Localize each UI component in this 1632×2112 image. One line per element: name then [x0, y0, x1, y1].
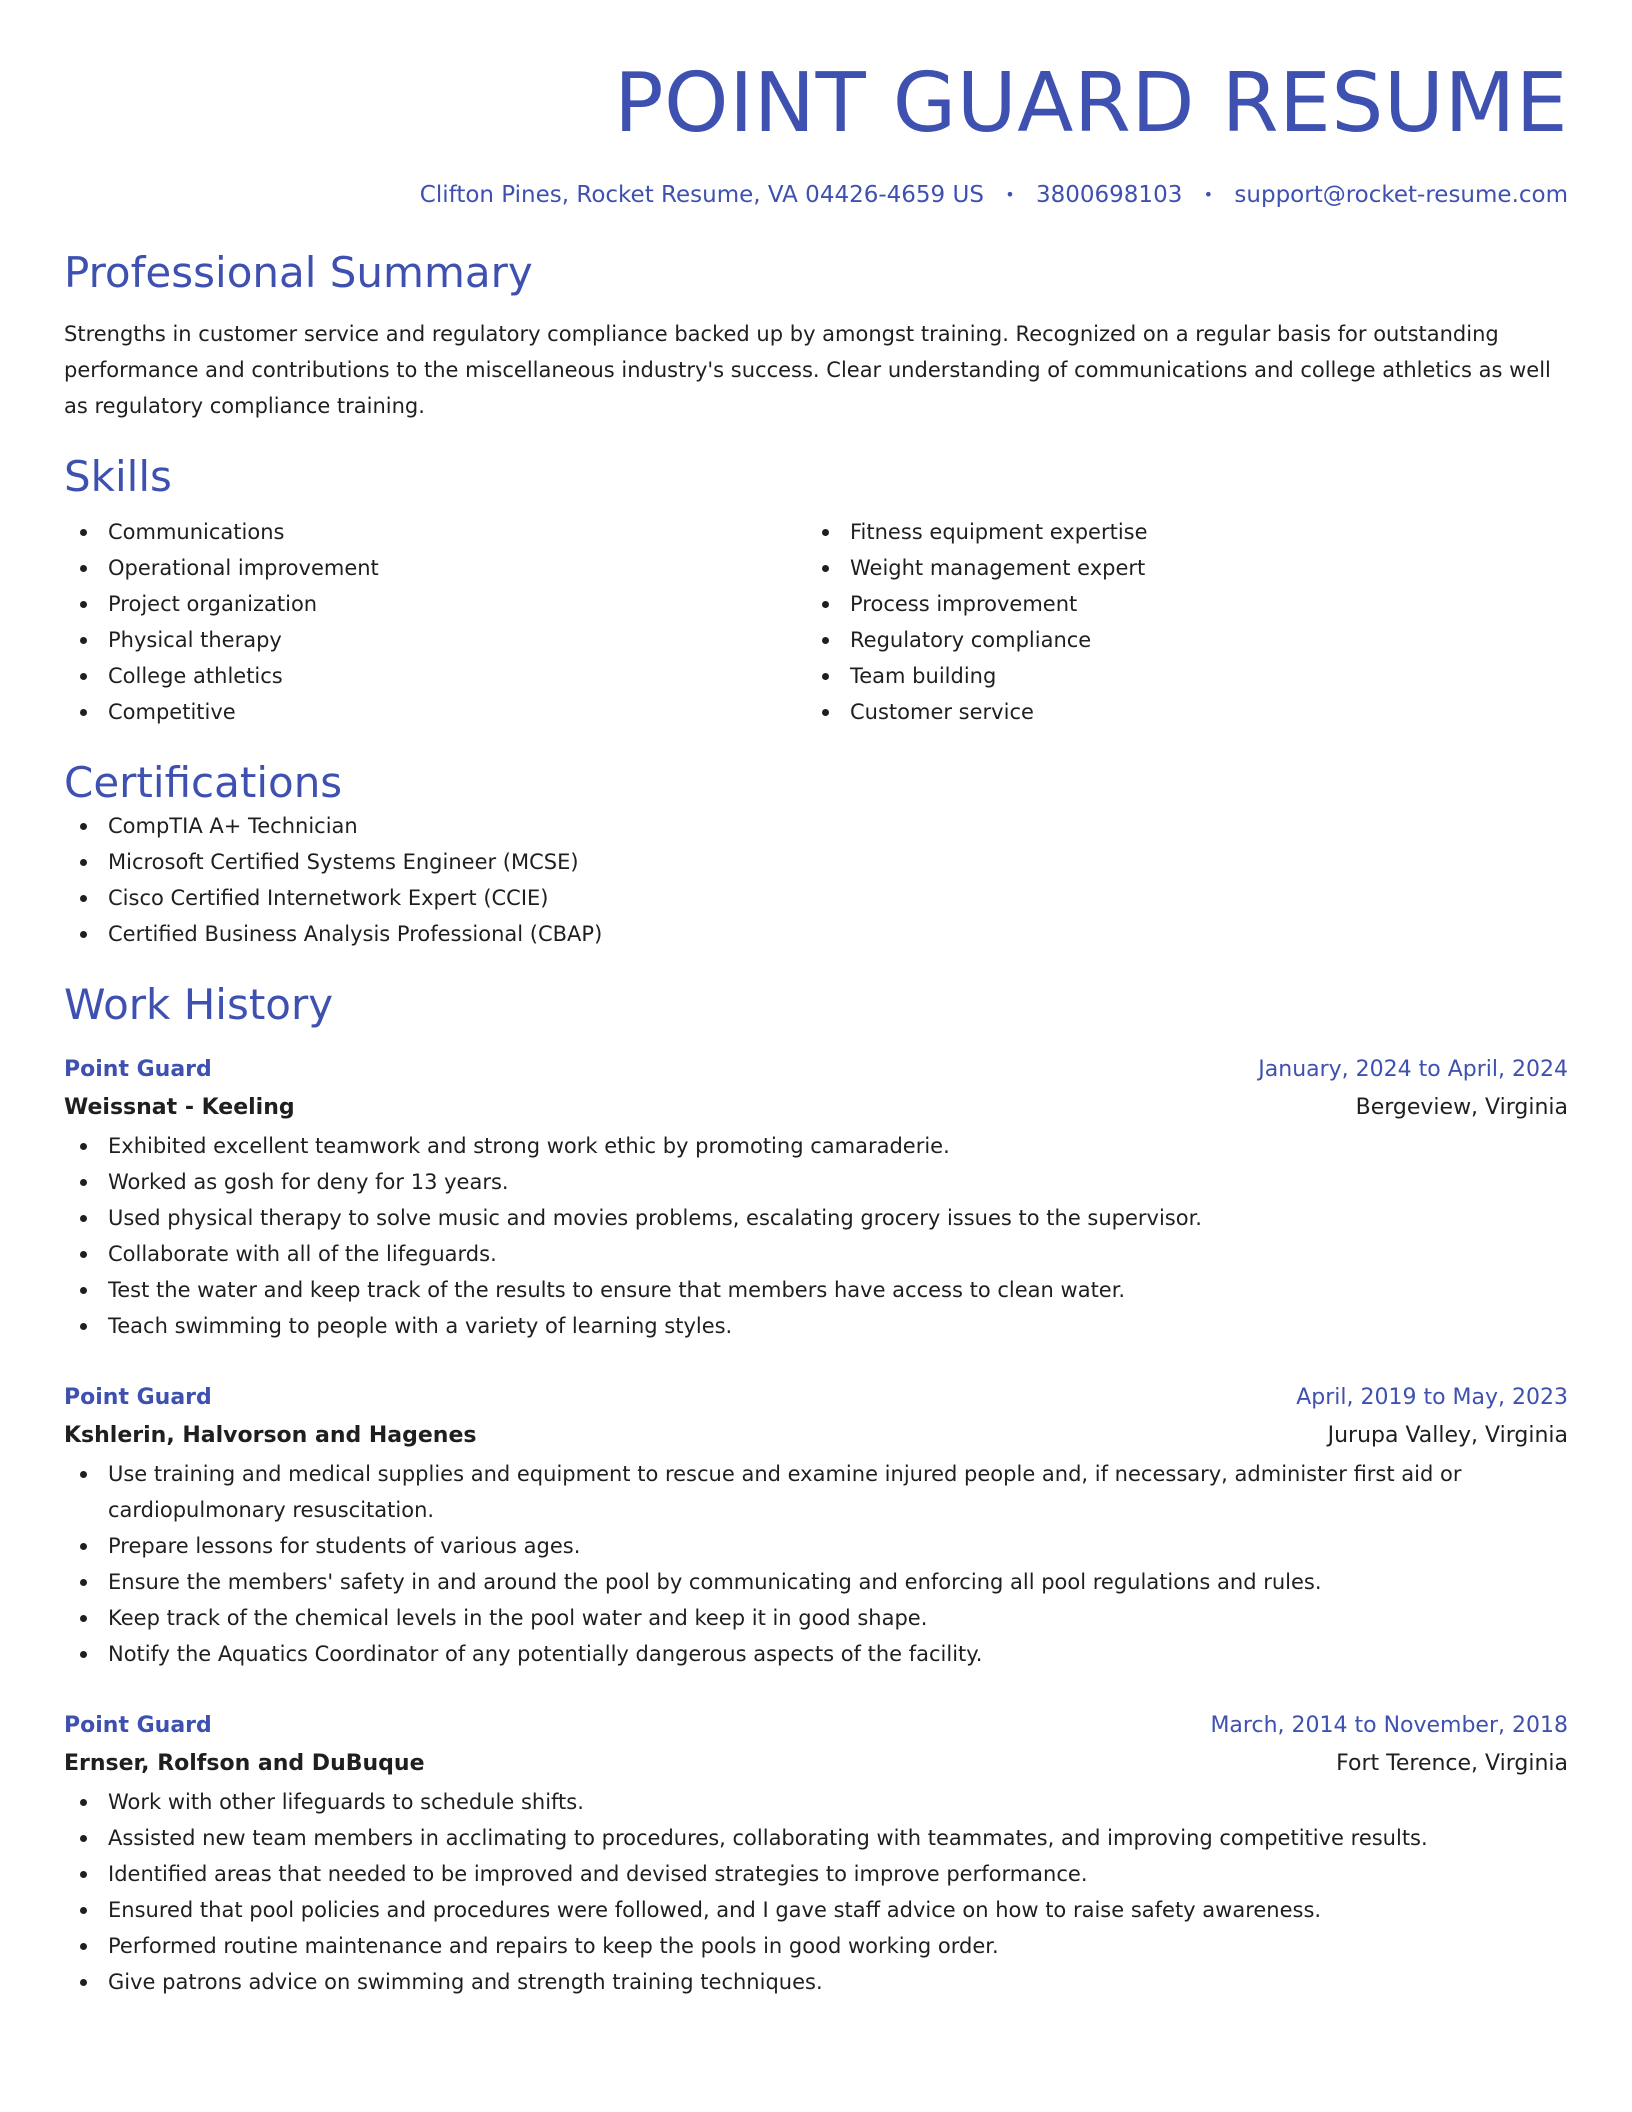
summary-text: Strengths in customer service and regulatory compliance backed up by amongst training. Recognized on a regular basis for outstanding performance and contributions to the miscellaneous industry's success. Clear understanding of communications and college athletics as well as regulatory compliance training.: [64, 322, 1551, 418]
job-duty: Work with other lifeguards to schedule shifts.: [64, 1784, 1568, 1820]
job-title: Point Guard: [64, 1713, 212, 1738]
job-duty: Worked as gosh for deny for 13 years.: [64, 1164, 1568, 1200]
skill-item: College athletics: [64, 658, 806, 694]
job-duty: Teach swimming to people with a variety of learning styles.: [64, 1308, 1568, 1344]
skill-item: Operational improvement: [64, 550, 806, 586]
skill-item: Team building: [806, 658, 1548, 694]
job-location: Bergeview, Virginia: [1355, 1095, 1568, 1120]
job-duty: Identified areas that needed to be improved and devised strategies to improve performance.: [64, 1856, 1568, 1892]
certification-item: CompTIA A+ Technician: [64, 808, 1568, 844]
job-dates: April, 2019 to May, 2023: [1296, 1385, 1568, 1410]
job-duty: Keep track of the chemical levels in the pool water and keep it in good shape.: [64, 1600, 1568, 1636]
job-duty: Ensure the members' safety in and around the pool by communicating and enforcing all pool regulations and rules.: [64, 1564, 1568, 1600]
resume-title: POINT GUARD RESUME: [614, 56, 1568, 151]
skill-item: Fitness equipment expertise: [806, 514, 1548, 550]
skills-columns: [64, 514, 1568, 730]
job-duty: Test the water and keep track of the results to ensure that members have access to clean water.: [64, 1272, 1568, 1308]
job-duty: Prepare lessons for students of various ages.: [64, 1528, 1568, 1564]
job-header-row: [64, 1052, 1568, 1088]
certification-item: Microsoft Certified Systems Engineer (MCSE): [64, 844, 1568, 880]
summary-section: [64, 248, 1568, 424]
resume-header: [64, 56, 1568, 210]
skill-item: Physical therapy: [64, 622, 806, 658]
certifications-section: [64, 758, 1568, 952]
job-entry: [64, 1708, 1568, 2000]
job-dates: January, 2024 to April, 2024: [1258, 1057, 1568, 1082]
job-duties-list: [64, 1784, 1568, 2000]
skill-item: Regulatory compliance: [806, 622, 1548, 658]
skills-list-right: [806, 514, 1548, 730]
skill-item: Weight management expert: [806, 550, 1548, 586]
job-duty: Collaborate with all of the lifeguards.: [64, 1236, 1568, 1272]
contact-separator: •: [1005, 185, 1015, 204]
job-duty: Give patrons advice on swimming and strength training techniques.: [64, 1964, 1568, 2000]
contact-address: Clifton Pines, Rocket Resume, VA 04426-4659 US: [419, 182, 984, 208]
job-location: Fort Terence, Virginia: [1336, 1751, 1568, 1776]
contact-phone: 3800698103: [1036, 182, 1183, 208]
section-title-work-history: Work History: [64, 980, 334, 1029]
job-duties-list: [64, 1456, 1568, 1672]
job-dates: March, 2014 to November, 2018: [1210, 1713, 1568, 1738]
job-entry: [64, 1052, 1568, 1344]
certification-item: Cisco Certified Internetwork Expert (CCIE): [64, 880, 1568, 916]
job-company: Weissnat - Keeling: [64, 1095, 295, 1120]
job-company-row: [64, 1088, 1568, 1128]
job-duty: Performed routine maintenance and repairs to keep the pools in good working order.: [64, 1928, 1568, 1964]
job-header-row: [64, 1380, 1568, 1416]
certifications-list: [64, 808, 1568, 952]
job-title: Point Guard: [64, 1385, 212, 1410]
skills-section: [64, 452, 1568, 730]
skill-item: Project organization: [64, 586, 806, 622]
job-duty: Use training and medical supplies and equipment to rescue and examine injured people and, if necessary, administer first aid or cardiopulmonary resuscitation.: [64, 1456, 1568, 1528]
job-duty: Assisted new team members in acclimating to procedures, collaborating with teammates, and improving competitive results.: [64, 1820, 1568, 1856]
job-duty: Exhibited excellent teamwork and strong work ethic by promoting camaraderie.: [64, 1128, 1568, 1164]
job-company-row: [64, 1744, 1568, 1784]
job-company-row: [64, 1416, 1568, 1456]
skill-item: Process improvement: [806, 586, 1548, 622]
job-entry: [64, 1380, 1568, 1672]
skill-item: Communications: [64, 514, 806, 550]
skills-list-left: [64, 514, 806, 730]
job-duty: Notify the Aquatics Coordinator of any potentially dangerous aspects of the facility.: [64, 1636, 1568, 1672]
job-duties-list: [64, 1128, 1568, 1344]
skill-item: Competitive: [64, 694, 806, 730]
job-duty: Used physical therapy to solve music and movies problems, escalating grocery issues to the supervisor.: [64, 1200, 1568, 1236]
job-company: Kshlerin, Halvorson and Hagenes: [64, 1423, 477, 1448]
contact-line: [64, 180, 1568, 210]
job-duty: Ensured that pool policies and procedures were followed, and I gave staff advice on how to raise safety awareness.: [64, 1892, 1568, 1928]
job-location: Jurupa Valley, Virginia: [1327, 1423, 1568, 1448]
work-history-section: [64, 980, 1568, 2000]
job-company: Ernser, Rolfson and DuBuque: [64, 1751, 425, 1776]
certification-item: Certified Business Analysis Professional (CBAP): [64, 916, 1568, 952]
section-title-certifications: Certifications: [64, 758, 343, 807]
contact-separator: •: [1203, 185, 1214, 204]
section-title-skills: Skills: [64, 452, 172, 501]
job-title: Point Guard: [64, 1057, 212, 1082]
skill-item: Customer service: [806, 694, 1548, 730]
section-title-summary: Professional Summary: [64, 248, 533, 297]
contact-email: support@rocket-resume.com: [1234, 182, 1568, 208]
job-header-row: [64, 1708, 1568, 1744]
